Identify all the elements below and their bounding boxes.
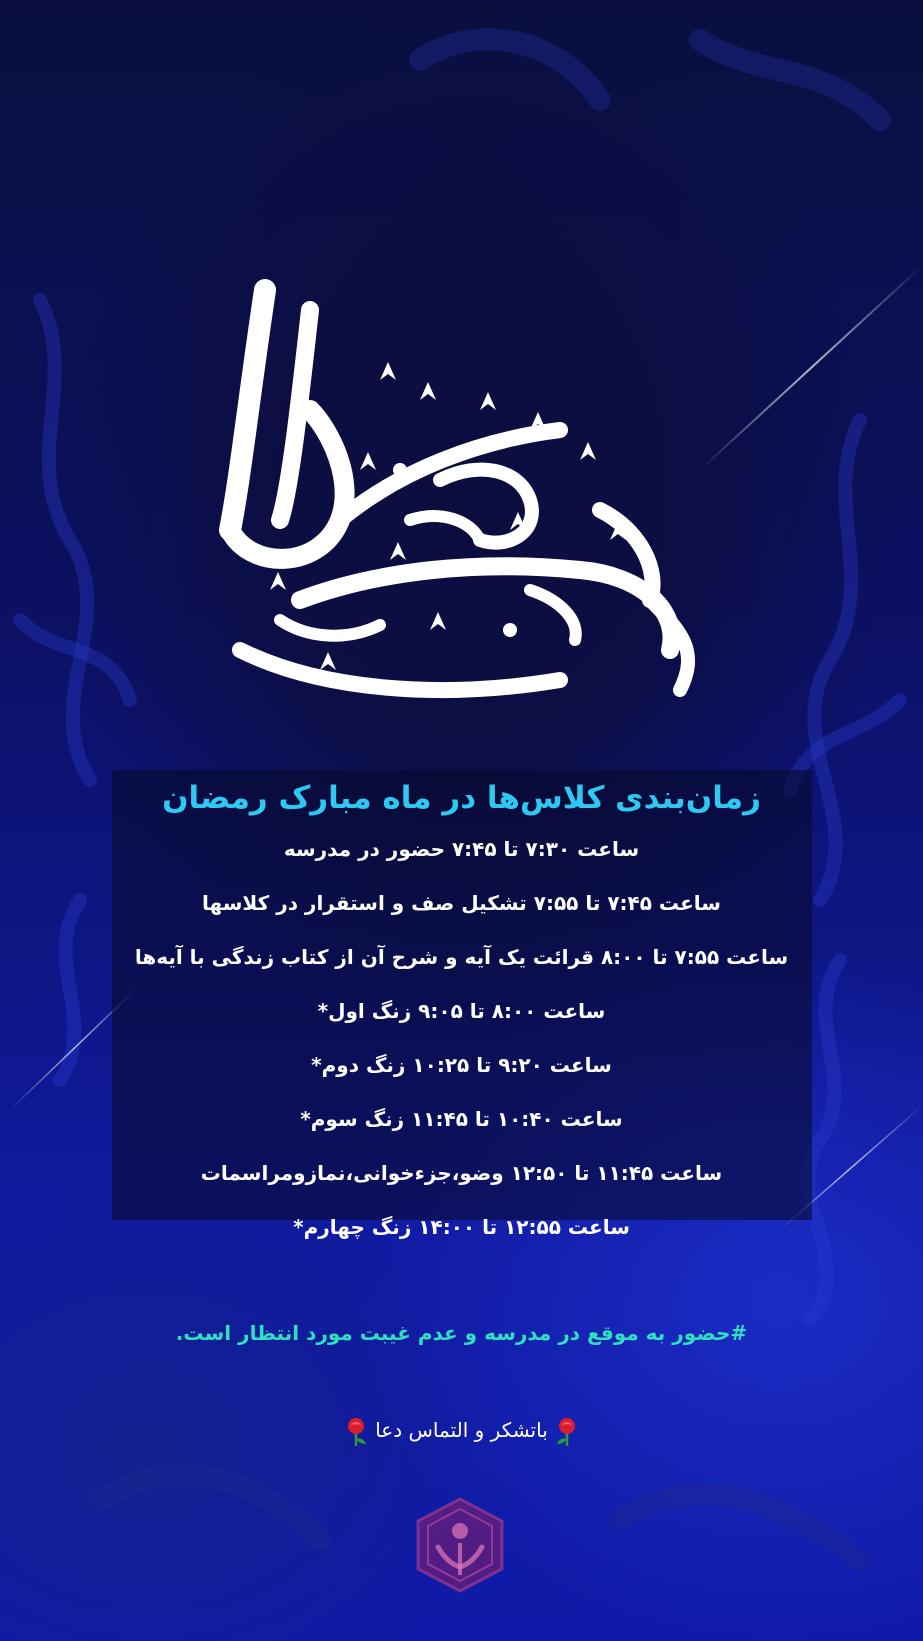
ramadan-calligraphy-logo bbox=[180, 270, 740, 750]
schedule-line: ساعت ۷:۵۵ تا ۸:۰۰ قرائت یک آیه و شرح آن از کتاب زندگی با آیه‌ها bbox=[134, 945, 789, 969]
thanks-line bbox=[0, 1415, 923, 1447]
school-emblem-icon bbox=[410, 1495, 510, 1595]
schedule-line: ساعت ۹:۲۰ تا ۱۰:۲۵ زنگ دوم* bbox=[311, 1053, 612, 1077]
schedule-line: ساعت ۱۲:۵۵ تا ۱۴:۰۰ زنگ چهارم* bbox=[293, 1215, 630, 1239]
attendance-notice: #حضور به موقع در مدرسه و عدم غیبت مورد انتظار است. bbox=[175, 1321, 748, 1345]
schedule-line: ساعت ۷:۳۰ تا ۷:۴۵ حضور در مدرسه bbox=[283, 837, 640, 861]
schedule-list bbox=[0, 834, 923, 1266]
schedule-line: ساعت ۷:۴۵ تا ۷:۵۵ تشکیل صف و استقرار در کلاسها bbox=[202, 891, 721, 915]
schedule-line: ساعت ۱۱:۴۵ تا ۱۲:۵۰ وضو،جزءخوانی،نمازومراسمات bbox=[200, 1161, 723, 1185]
rose-icon bbox=[554, 1417, 580, 1447]
thanks-text: باتشکر و التماس دعا bbox=[375, 1418, 548, 1442]
schedule-line: ساعت ۱۰:۴۰ تا ۱۱:۴۵ زنگ سوم* bbox=[300, 1107, 623, 1131]
schedule-title: زمان‌بندی کلاس‌ها در ماه مبارک رمضان bbox=[162, 780, 761, 816]
schedule-line: ساعت ۸:۰۰ تا ۹:۰۵ زنگ اول* bbox=[317, 999, 606, 1023]
rose-icon bbox=[343, 1417, 369, 1447]
